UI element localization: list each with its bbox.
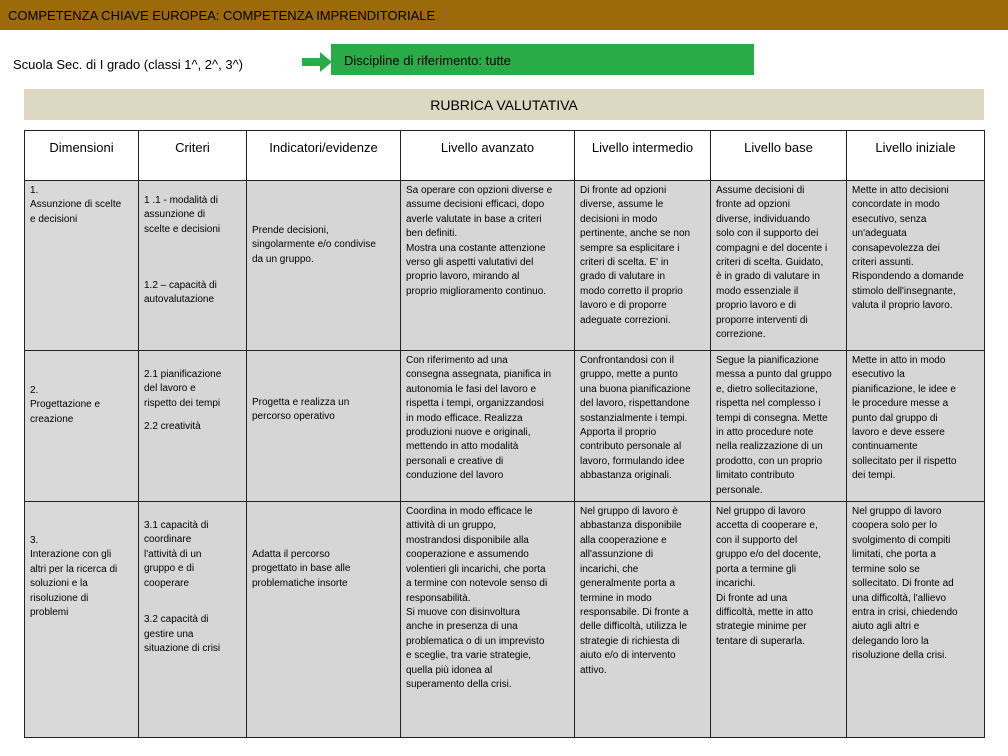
table-row <box>25 502 985 738</box>
rubrica-header <box>24 89 984 120</box>
dimension-cell: 2. Progettazione e creazione <box>30 385 101 425</box>
criteria-cell: 3.1 capacità di coordinare l'attività di un gruppo e di cooperare <box>144 520 209 589</box>
level-basic-cell: Nel gruppo di lavoro accetta di cooperare e, con il supporto del gruppo e/o del docente, porta a termine gli incarichi. Di fronte ad una difficoltà, mette in atto strategie minime per tentare di superarla. <box>716 506 822 647</box>
table-row <box>25 181 985 351</box>
column-header: Livello base <box>711 131 847 181</box>
level-initial-cell: Mette in atto decisioni concordate in modo esecutivo, senza un'adeguata consapevolezza dei criteri assunti. Rispondendo a domande stimolo dell'insegnante, valuta il proprio lavoro. <box>852 185 964 312</box>
column-header: Livello iniziale <box>847 131 985 181</box>
table-row <box>25 351 985 502</box>
title-bar <box>0 0 1008 30</box>
column-header: Livello avanzato <box>401 131 575 181</box>
level-advanced-cell: Sa operare con opzioni diverse e assume decisioni efficaci, dopo averle valutate in base a criteri ben definiti. Mostra una costante attenzione verso gli aspetti valutativi del proprio lavoro, mirando al proprio miglioramento continuo. <box>406 185 553 297</box>
level-basic-cell: Segue la pianificazione messa a punto dal gruppo e, dietro sollecitazione, rispetta nel complesso i tempi di consegna. Mette in atto procedure note nella realizzazione di un prodotto, con un proprio limitato contributo personale. <box>716 355 832 496</box>
indicator-cell: Adatta il percorso progettato in base alle problematiche insorte <box>252 549 351 589</box>
column-header: Dimensioni <box>25 131 139 181</box>
page-title: COMPETENZA CHIAVE EUROPEA: COMPETENZA IMPRENDITORIALE <box>8 8 436 23</box>
arrow-right-icon <box>302 52 332 72</box>
disciplines-label: Discipline di riferimento: tutte <box>344 53 511 68</box>
dimension-cell: 1. Assunzione di scelte e decisioni <box>30 185 122 225</box>
indicator-cell: Progetta e realizza un percorso operativo <box>252 397 350 423</box>
level-advanced-cell: Con riferimento ad una consegna assegnata, pianifica in autonomia le fasi del lavoro e rispetta i tempi, organizzandosi in modo efficace. Realizza produzioni nuove e originali, mettendo in atto modalità personali e creative di conduzione del lavoro <box>406 355 552 482</box>
level-initial-cell: Nel gruppo di lavoro coopera solo per lo svolgimento di compiti limitati, che porta a termine solo se sollecitato. Di fronte ad una difficoltà, l'allievo entra in crisi, chiedendo aiuto agli altri e delegando loro la risoluzione della crisi. <box>852 506 958 662</box>
level-initial-cell: Mette in atto in modo esecutivo la pianificazione, le idee e le procedure messe a punto dal gruppo di lavoro e deve essere continuamente sollecitato per il rispetto dei tempi. <box>852 355 957 482</box>
column-header: Criteri <box>139 131 247 181</box>
criteria-cell: 2.1 pianificazione del lavoro e rispetto dei tempi <box>144 369 222 409</box>
level-advanced-cell: Coordina in modo efficace le attività di un gruppo, mostrandosi disponibile alla cooperazione e assumendo volentieri gli incarichi, che porta a termine con notevole senso di responsabilità. Si muove con disinvoltura anche in presenza di una problematica o di un imprevisto e sceglie, tra varie strategie, quella più idonea al superamento della crisi. <box>406 506 548 690</box>
level-intermediate-cell: Nel gruppo di lavoro è abbastanza disponibile alla cooperazione e all'assunzione di incarichi, che generalmente porta a termine in modo responsabile. Di fronte a delle difficoltà, utilizza le strategie di richiesta di aiuto e/o di intervento attivo. <box>580 506 689 676</box>
level-intermediate-cell: Di fronte ad opzioni diverse, assume le decisioni in modo pertinente, anche se non sempre sa esplicitare i criteri di scelta. E' in grado di valutare in modo corretto il proprio lavoro e di proporre adeguate correzioni. <box>580 185 691 326</box>
rubrica-title: RUBRICA VALUTATIVA <box>430 97 578 113</box>
criteria-cell: 3.2 capacità di gestire una situazione di crisi <box>144 614 221 654</box>
rubric-table <box>24 130 985 738</box>
criteria-cell: 1.2 – capacità di autovalutazione <box>144 280 217 306</box>
dimension-cell: 3. Interazione con gli altri per la ricerca di soluzioni e la risoluzione di problemi <box>30 535 118 619</box>
column-header: Livello intermedio <box>575 131 711 181</box>
criteria-cell: 2.2 creatività <box>144 421 201 433</box>
criteria-cell: 1 .1 - modalità di assunzione di scelte e decisioni <box>144 195 221 235</box>
indicator-cell: Prende decisioni, singolarmente e/o condivise da un gruppo. <box>252 225 376 265</box>
column-header: Indicatori/evidenze <box>247 131 401 181</box>
disciplines-box <box>331 44 754 75</box>
table-header-row <box>25 131 985 181</box>
school-level: Scuola Sec. di I grado (classi 1^, 2^, 3^) <box>13 57 244 72</box>
level-basic-cell: Assume decisioni di fronte ad opzioni diverse, individuando solo con il supporto dei compagni e del docente i criteri di scelta. Guidato, è in grado di valutare in modo essenziale il proprio lavoro e di proporre interventi di correzione. <box>716 185 828 341</box>
level-intermediate-cell: Confrontandosi con il gruppo, mette a punto una buona pianificazione del lavoro, rispettandone sostanzialmente i tempi. Apporta il proprio contributo personale al lavoro, formulando idee abbastanza originali. <box>580 355 691 482</box>
